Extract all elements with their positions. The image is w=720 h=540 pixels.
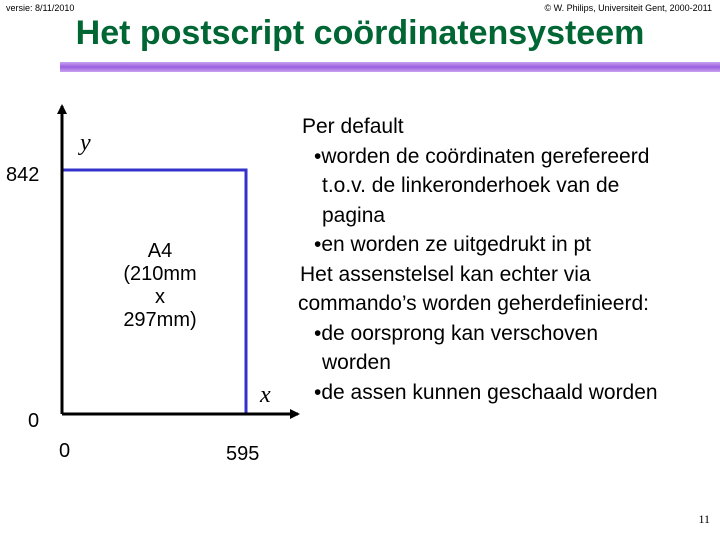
bullet-item: •de assen kunnen geschaald worden bbox=[314, 380, 658, 404]
text-line: pagina bbox=[322, 203, 386, 227]
x-tick-0: 0 bbox=[59, 440, 71, 462]
a4-label-line: A4 bbox=[147, 240, 173, 262]
y-tick-842: 842 bbox=[6, 164, 40, 186]
explanation-text bbox=[292, 112, 717, 407]
text-line: commando’s worden geherdefinieerd: bbox=[298, 292, 649, 315]
text-line: worden bbox=[322, 351, 391, 374]
y-axis-label: y bbox=[80, 130, 91, 156]
text-line: t.o.v. de linkeronderhoek van de bbox=[322, 174, 620, 197]
text-line: Het assenstelsel kan echter via bbox=[300, 262, 591, 286]
text-line: Per default bbox=[302, 115, 404, 138]
bullet-item: •de oorsprong kan verschoven bbox=[314, 321, 599, 345]
page-number: 11 bbox=[698, 512, 710, 526]
bullet-item: •en worden ze uitgedrukt in pt bbox=[314, 233, 592, 256]
x-tick-595: 595 bbox=[226, 443, 260, 465]
a4-page-label bbox=[110, 240, 210, 332]
version-label: versie: 8/11/2010 bbox=[6, 3, 75, 13]
a4-label-line: (210mm bbox=[123, 263, 197, 285]
slide-title: Het postscript coördinatensysteem bbox=[75, 14, 645, 52]
x-axis-label: x bbox=[260, 382, 271, 408]
a4-label-line: 297mm) bbox=[123, 309, 197, 331]
a4-label-line: x bbox=[155, 286, 165, 308]
copyright-label: © W. Philips, Universiteit Gent, 2000-2011 bbox=[544, 3, 712, 13]
y-tick-0: 0 bbox=[28, 410, 40, 432]
coordinate-diagram bbox=[0, 0, 300, 480]
bullet-item: •worden de coördinaten gerefereerd bbox=[314, 144, 650, 168]
